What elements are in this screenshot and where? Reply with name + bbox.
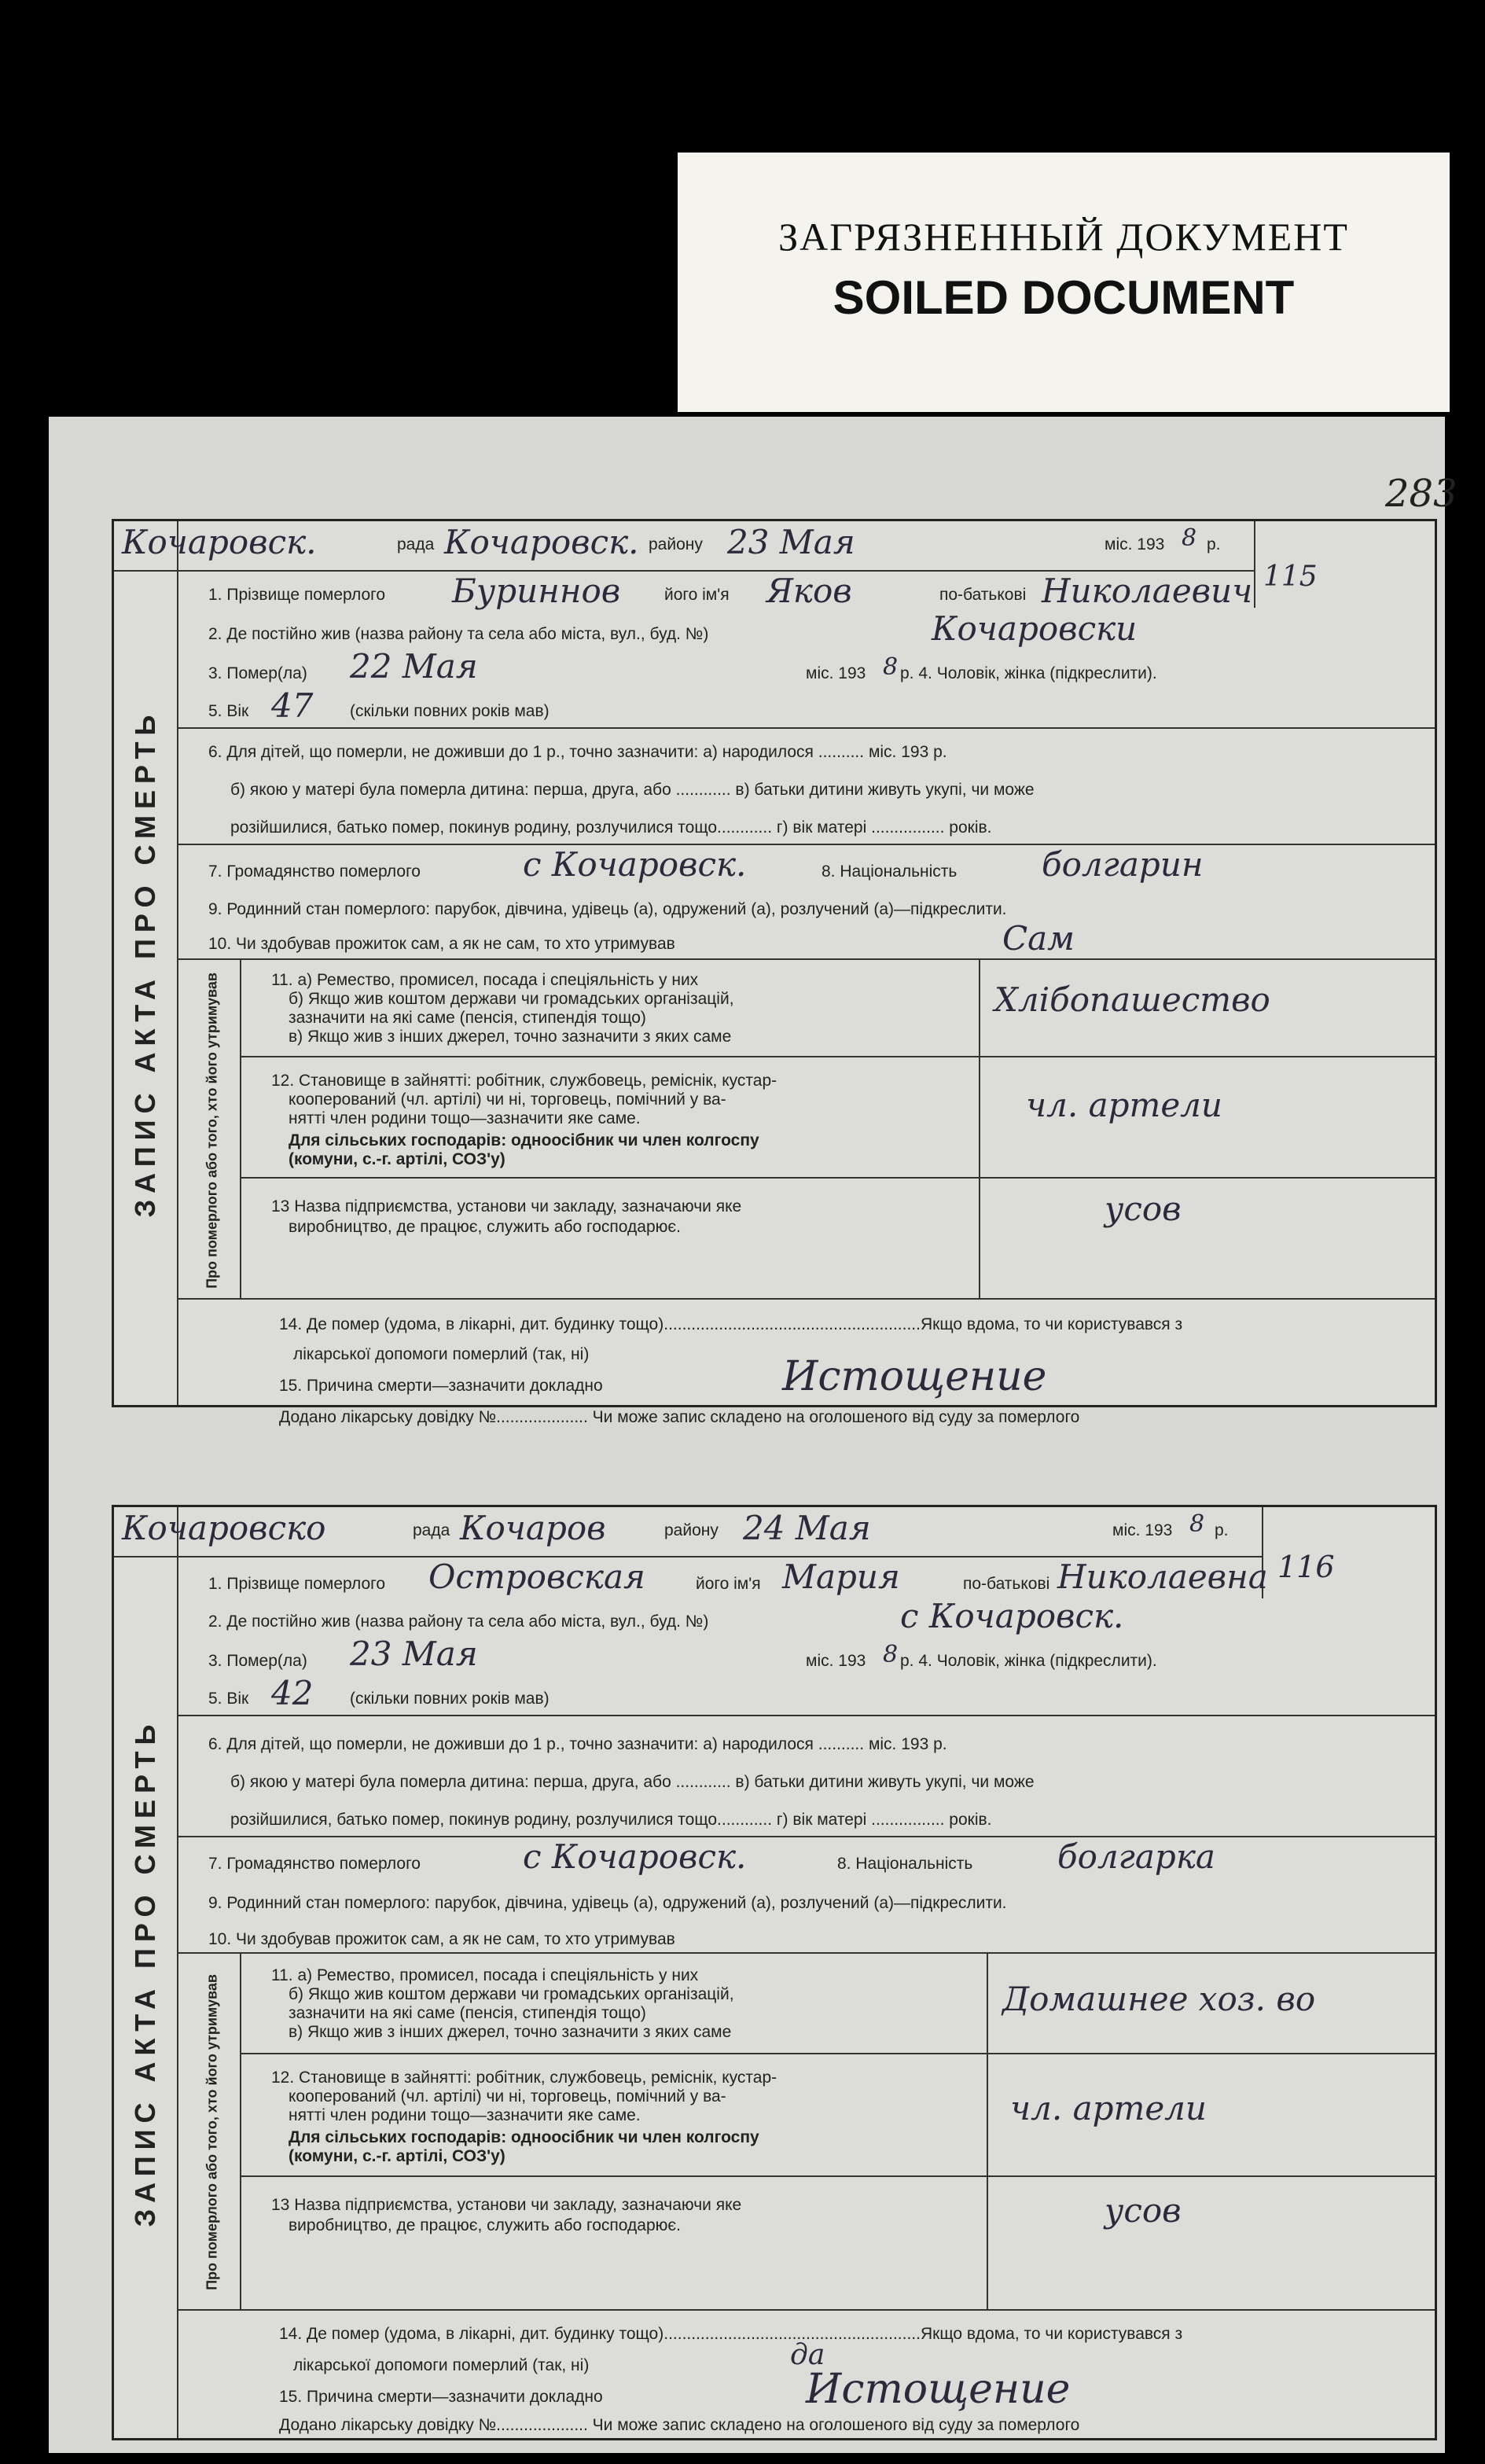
l11-line-a: 11. а) Ремество, промисел, посада і спеціяльність у них	[271, 971, 699, 989]
residence-handwriting: с Кочаровск.	[900, 1597, 1124, 1635]
death-record-2	[112, 1505, 1437, 2440]
record-side-title: ЗАПИС АКТА ПРО СМЕРТЬ	[129, 1718, 161, 2227]
rada-handwriting: Кочаровск.	[122, 523, 317, 561]
surname-handwriting: Островская	[428, 1557, 645, 1596]
l13-line-1: 13 Назва підприємства, установи чи закладу, зазначаючи яке	[271, 2196, 742, 2214]
l3-label: 3. Помер(ла)	[208, 664, 307, 682]
record-year-handwriting: 8	[1182, 524, 1197, 552]
record-year-label: р.	[1215, 1521, 1229, 1539]
record-number: 116	[1277, 1550, 1335, 1584]
workplace-handwriting: усов	[1105, 1190, 1182, 1228]
l9: 9. Родинний стан померлого: парубок, дівчина, удівець (а), одружений (а), розлучений (а)—підкреслити.	[208, 900, 1007, 918]
patronymic-handwriting: Николаевна	[1057, 1557, 1268, 1596]
name-handwriting: Яков	[766, 572, 852, 610]
record-month-label: міс. 193	[1112, 1521, 1173, 1539]
l15-label: 15. Причина смерти—зазначити докладно	[279, 1377, 603, 1395]
l1-label: 1. Прізвище померлого	[208, 1575, 386, 1593]
l5-tail: (скільки повних років мав)	[350, 1690, 550, 1708]
record-month-label: міс. 193	[1105, 535, 1165, 553]
l8-label: 8. Національність	[822, 862, 958, 881]
citizenship-handwriting: с Кочаровск.	[523, 845, 747, 884]
l7-label: 7. Громадянство померлого	[208, 1855, 421, 1873]
document-page	[49, 417, 1457, 2453]
l1-name-label: його ім'я	[696, 1575, 761, 1593]
record-year-handwriting: 8	[1189, 1510, 1205, 1538]
l1-name-label: його ім'я	[664, 586, 730, 604]
page-number: 283	[1385, 472, 1457, 516]
l6b: б) якою у матері була померла дитина: перша, друга, або ............ в) батьки дитини живуть укупі, чи може	[230, 781, 1035, 799]
rayon-label: району	[664, 1521, 719, 1539]
l12-line-1: 12. Становище в зайнятті: робітник, службовець, реміснік, кустар-	[271, 1072, 777, 1090]
cause-handwriting: Истощение	[782, 1353, 1047, 1400]
nationality-handwriting: болгарин	[1042, 845, 1204, 884]
record-side-title: ЗАПИС АКТА ПРО СМЕРТЬ	[129, 708, 161, 1218]
medical-help-handwriting: да	[790, 2339, 825, 2371]
l11-line-b: б) Якщо жив коштом держави чи громадських організацій,	[289, 1985, 734, 2003]
surname-handwriting: Буриннов	[452, 572, 621, 610]
l12-line-5: (комуни, с.-г. артілі, СОЗ'у)	[289, 1150, 505, 1168]
record-date-handwriting: 23 Мая	[727, 523, 855, 561]
l5-label: 5. Вік	[208, 1690, 249, 1708]
l12-line-5: (комуни, с.-г. артілі, СОЗ'у)	[289, 2147, 505, 2165]
record-number: 115	[1263, 561, 1318, 593]
l3-year-handwriting: 8	[883, 1641, 899, 1668]
l11-line-a: 11. а) Ремество, промисел, посада і спеціяльність у них	[271, 1966, 699, 1984]
l16: Додано лікарську довідку №.................... Чи може запис складено на оголошеного від суду за померлого	[279, 1408, 1080, 1426]
l12-line-3: нятті член родини тощо—зазначити яке саме.	[289, 1109, 641, 1127]
l11-line-b: б) Якщо жив коштом держави чи громадських організацій,	[289, 990, 734, 1008]
l8-label: 8. Національність	[837, 1855, 973, 1873]
employment-handwriting: чл. артели	[1010, 2089, 1207, 2127]
l1-label: 1. Прізвище померлого	[208, 586, 386, 604]
l13-line-2: виробництво, де працює, служить або господарює.	[289, 1218, 681, 1236]
workplace-handwriting: усов	[1105, 2191, 1182, 2230]
death-date-handwriting: 23 Мая	[350, 1635, 478, 1673]
l3-year-handwriting: 8	[883, 653, 899, 681]
l11-line-b2: зазначити на які саме (пенсія, стипендія тощо)	[289, 1009, 646, 1027]
l10-label: 10. Чи здобував прожиток сам, а як не сам, то хто утримував	[208, 935, 675, 953]
l1-patr-label: по-батькові	[939, 586, 1027, 604]
l5-label: 5. Вік	[208, 702, 249, 720]
l6c: розійшилися, батько помер, покинув родину, розлучилися тощо............ г) вік матері ................ років.	[230, 818, 992, 837]
l5-tail: (скільки повних років мав)	[350, 702, 550, 720]
rada-label: рада	[397, 535, 435, 553]
l12-line-4: Для сільських господарів: одноосібник чи член колгоспу	[289, 2128, 759, 2146]
l11-line-c: в) Якщо жив з інших джерел, точно зазначити з яких саме	[289, 1028, 732, 1046]
record-year-label: р.	[1207, 535, 1221, 553]
stamp-ru: ЗАГРЯЗНЕННЫЙ ДОКУМЕНТ	[778, 215, 1349, 259]
l15-label: 15. Причина смерти—зазначити докладно	[279, 2388, 603, 2406]
record-date-handwriting: 24 Мая	[743, 1509, 871, 1547]
death-record-1	[112, 519, 1437, 1426]
rada-handwriting: Кочаровско	[122, 1509, 326, 1547]
employment-handwriting: чл. артели	[1026, 1086, 1222, 1124]
l12-line-4: Для сільських господарів: одноосібник чи член колгоспу	[289, 1131, 759, 1149]
l4-gender: р. 4. Чоловік, жінка (підкреслити).	[900, 1652, 1157, 1670]
l11-line-b2: зазначити на які саме (пенсія, стипендія тощо)	[289, 2004, 646, 2022]
l16: Додано лікарську довідку №.................... Чи може запис складено на оголошеного від суду за померлого	[279, 2416, 1080, 2434]
l1-patr-label: по-батькові	[963, 1575, 1050, 1593]
age-handwriting: 42	[271, 1674, 314, 1712]
l6b: б) якою у матері була померла дитина: перша, друга, або ............ в) батьки дитини живуть укупі, чи може	[230, 1773, 1035, 1791]
name-handwriting: Мария	[782, 1557, 900, 1596]
rayon-label: району	[649, 535, 703, 553]
l12-line-2: кооперований (чл. артілі) чи ні, торговець, помічний у ва-	[289, 1090, 726, 1109]
patronymic-handwriting: Николаевич	[1042, 572, 1253, 610]
occupation-handwriting: Домашнее хоз. во	[1002, 1980, 1316, 2018]
rayon-handwriting: Кочаров	[460, 1509, 606, 1547]
sub-side-title: Про померлого або того, хто його утримував	[204, 973, 220, 1289]
rada-label: рада	[413, 1521, 450, 1539]
l4-gender: р. 4. Чоловік, жінка (підкреслити).	[900, 664, 1157, 682]
l13-line-2: виробництво, де працює, служить або господарює.	[289, 2216, 681, 2234]
l6a: 6. Для дітей, що померли, не доживши до 1 р., точно зазначити: а) народилося .......... міс. 193 р.	[208, 743, 947, 761]
cause-handwriting: Истощение	[806, 2366, 1071, 2413]
l2-label: 2. Де постійно жив (назва району та села або міста, вул., буд. №)	[208, 625, 709, 643]
l14b: лікарської допомоги померлий (так, ні)	[293, 2356, 590, 2374]
nationality-handwriting: болгарка	[1057, 1837, 1215, 1876]
soiled-document-stamp	[678, 153, 1450, 412]
l9: 9. Родинний стан померлого: парубок, дівчина, удівець (а), одружений (а), розлучений (а)—підкреслити.	[208, 1894, 1007, 1912]
residence-handwriting: Кочаровски	[932, 609, 1138, 648]
l14a: 14. Де помер (удома, в лікарні, дит. будинку тощо)........................................................Якщо вдома, то чи користувався з	[279, 2325, 1183, 2343]
citizenship-handwriting: с Кочаровск.	[523, 1837, 747, 1876]
l12-line-3: нятті член родини тощо—зазначити яке саме.	[289, 2106, 641, 2124]
l11-line-c: в) Якщо жив з інших джерел, точно зазначити з яких саме	[289, 2023, 732, 2041]
l12-line-1: 12. Становище в зайнятті: робітник, службовець, реміснік, кустар-	[271, 2069, 777, 2087]
l12-line-2: кооперований (чл. артілі) чи ні, торговець, помічний у ва-	[289, 2087, 726, 2105]
sub-side-title: Про померлого або того, хто його утримував	[204, 1974, 220, 2290]
l2-label: 2. Де постійно жив (назва району та села або міста, вул., буд. №)	[208, 1613, 709, 1631]
l10-label: 10. Чи здобував прожиток сам, а як не сам, то хто утримував	[208, 1930, 675, 1948]
l7-label: 7. Громадянство померлого	[208, 862, 421, 881]
stamp-en: SOILED DOCUMENT	[833, 271, 1295, 324]
rayon-handwriting: Кочаровск.	[444, 523, 639, 561]
death-date-handwriting: 22 Мая	[350, 647, 478, 686]
l14a: 14. Де помер (удома, в лікарні, дит. будинку тощо)........................................................Якщо вдома, то чи користувався з	[279, 1315, 1183, 1333]
l3-month: міс. 193	[806, 1652, 866, 1670]
l3-month: міс. 193	[806, 664, 866, 682]
age-handwriting: 47	[271, 686, 314, 725]
l6c: розійшилися, батько помер, покинув родину, розлучилися тощо............ г) вік матері ................ років.	[230, 1811, 992, 1829]
support-handwriting: Сам	[1002, 919, 1075, 958]
l3-label: 3. Помер(ла)	[208, 1652, 307, 1670]
occupation-handwriting: Хлібопашество	[994, 980, 1270, 1019]
l14b: лікарської допомоги померлий (так, ні)	[293, 1345, 590, 1363]
l6a: 6. Для дітей, що померли, не доживши до 1 р., точно зазначити: а) народилося .......... міс. 193 р.	[208, 1735, 947, 1753]
l13-line-1: 13 Назва підприємства, установи чи закладу, зазначаючи яке	[271, 1197, 742, 1215]
